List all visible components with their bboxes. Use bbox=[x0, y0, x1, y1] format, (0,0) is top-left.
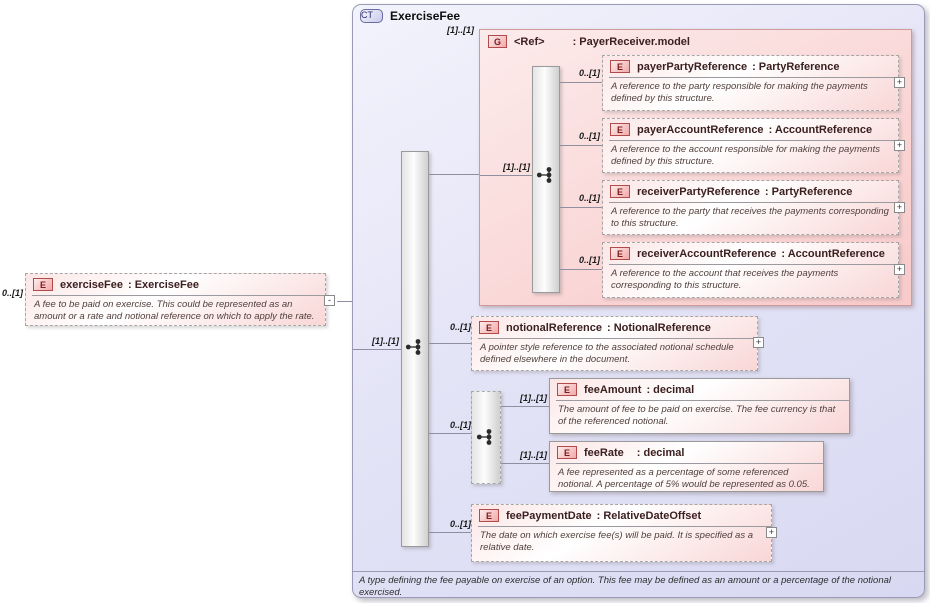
complex-type-badge-icon: CT bbox=[360, 9, 383, 23]
complex-type-annotation: A type defining the fee payable on exercise of an option. This fee may be defined as an amount or a percentage of the notional exercised. bbox=[359, 575, 892, 598]
element-title-row bbox=[603, 181, 898, 198]
complex-type-exercisefee[interactable] bbox=[352, 4, 925, 598]
expand-button[interactable]: + bbox=[894, 140, 905, 151]
element-badge-icon: E bbox=[610, 247, 630, 260]
element-annotation: A fee to be paid on exercise. This could be represented as an amount or a rate and notional reference on which to apply the rate. bbox=[34, 299, 315, 323]
sequence-icon bbox=[404, 338, 426, 356]
connector-line bbox=[429, 343, 471, 344]
element-feeamount[interactable] bbox=[549, 378, 850, 434]
cardinality-label: 0..[1] bbox=[578, 68, 600, 78]
connector-line bbox=[501, 406, 549, 407]
element-type: : RelativeDateOffset bbox=[596, 509, 702, 522]
expand-button[interactable]: + bbox=[894, 264, 905, 275]
connector-line bbox=[560, 145, 602, 146]
cardinality-label: 0..[1] bbox=[449, 322, 471, 332]
cardinality-label: 0..[1] bbox=[449, 519, 471, 529]
element-feerate[interactable] bbox=[549, 441, 824, 492]
expand-button[interactable]: + bbox=[894, 202, 905, 213]
cardinality-label: [1]..[1] bbox=[520, 450, 547, 460]
cardinality-label: 0..[1] bbox=[578, 193, 600, 203]
element-type: : AccountReference bbox=[781, 247, 885, 260]
element-name: receiverAccountReference bbox=[637, 247, 777, 260]
expand-button[interactable]: + bbox=[766, 527, 777, 538]
element-badge-icon: E bbox=[610, 123, 630, 136]
cardinality-label: 0..[1] bbox=[578, 255, 600, 265]
element-title-row bbox=[472, 505, 771, 522]
element-annotation: A reference to the account that receives the payments corresponding to this structure. bbox=[611, 268, 839, 292]
element-name: feePaymentDate bbox=[506, 509, 592, 522]
element-annotation: A reference to the party that receives the payments corresponding to this structure. bbox=[611, 206, 889, 230]
element-title-row bbox=[550, 379, 849, 396]
element-exercisefee[interactable] bbox=[25, 273, 326, 326]
element-title-row bbox=[603, 243, 898, 260]
cardinality-label: [1]..[1] bbox=[520, 393, 547, 403]
group-badge-icon: G bbox=[488, 35, 507, 48]
footer-separator bbox=[353, 571, 924, 572]
group-name: <Ref> bbox=[514, 35, 545, 48]
element-annotation: The date on which exercise fee(s) will be paid. It is specified as a relative date. bbox=[480, 530, 753, 554]
element-badge-icon: E bbox=[610, 185, 630, 198]
element-badge-icon: E bbox=[479, 321, 499, 334]
group-title-row bbox=[480, 30, 911, 48]
element-type: : PartyReference bbox=[764, 185, 853, 198]
element-name: feeAmount bbox=[584, 383, 642, 396]
element-payerpartyreference[interactable] bbox=[602, 55, 899, 111]
element-badge-icon: E bbox=[33, 278, 53, 291]
choice-cardinality-label: 0..[1] bbox=[449, 420, 471, 430]
element-title-row bbox=[26, 274, 325, 291]
element-name: feeRate bbox=[584, 446, 624, 459]
element-payeraccountreference[interactable] bbox=[602, 118, 899, 173]
element-badge-icon: E bbox=[557, 383, 577, 396]
sequence-icon bbox=[535, 166, 557, 184]
element-name: exerciseFee bbox=[60, 278, 123, 291]
element-name: payerPartyReference bbox=[637, 60, 748, 73]
element-name: payerAccountReference bbox=[637, 123, 764, 136]
expand-button[interactable]: + bbox=[753, 337, 764, 348]
element-annotation: A fee represented as a percentage of some referenced notional. A percentage of 5% would be represented as 0.05. bbox=[558, 467, 810, 491]
element-annotation: A pointer style reference to the associated notional schedule defined elsewhere in the document. bbox=[480, 342, 734, 366]
group-cardinality-label: [1]..[1] bbox=[447, 25, 474, 35]
complex-type-title: ExerciseFee bbox=[390, 9, 461, 23]
connector-line bbox=[337, 301, 353, 302]
connector-line bbox=[501, 463, 549, 464]
connector-line bbox=[560, 207, 602, 208]
connector-line bbox=[429, 433, 471, 434]
sequence-cardinality-label: [1]..[1] bbox=[372, 336, 399, 346]
element-receiverpartyreference[interactable] bbox=[602, 180, 899, 235]
group-payerreceiver-model[interactable] bbox=[479, 29, 912, 306]
connector-line bbox=[560, 82, 602, 83]
element-badge-icon: E bbox=[479, 509, 499, 522]
group-sequence-cardinality-label: [1]..[1] bbox=[503, 162, 530, 172]
element-title-row bbox=[603, 56, 898, 73]
element-title-row bbox=[550, 442, 823, 459]
element-type: : AccountReference bbox=[768, 123, 873, 136]
element-badge-icon: E bbox=[557, 446, 577, 459]
root-cardinality-label: 0..[1] bbox=[2, 288, 24, 298]
element-type: : decimal bbox=[636, 446, 685, 459]
cardinality-label: 0..[1] bbox=[578, 131, 600, 141]
expand-button[interactable]: + bbox=[894, 77, 905, 88]
element-feepaymentdate[interactable] bbox=[471, 504, 772, 562]
connector-line bbox=[480, 175, 532, 176]
connector-line bbox=[353, 349, 401, 350]
element-title-row bbox=[603, 119, 898, 136]
element-name: receiverPartyReference bbox=[637, 185, 760, 198]
group-type: : PayerReceiver.model bbox=[572, 35, 690, 48]
element-type: : ExerciseFee bbox=[128, 278, 199, 291]
element-badge-icon: E bbox=[610, 60, 630, 73]
connector-line bbox=[429, 174, 479, 175]
element-receiveraccountreference[interactable] bbox=[602, 242, 899, 298]
connector-line bbox=[429, 532, 471, 533]
connector-line bbox=[560, 269, 602, 270]
element-type: : PartyReference bbox=[752, 60, 840, 73]
element-type: : decimal bbox=[646, 383, 695, 396]
element-name: notionalReference bbox=[506, 321, 602, 334]
element-annotation: The amount of fee to be paid on exercise. The fee currency is that of the referenced notional. bbox=[558, 404, 836, 428]
element-type: : NotionalReference bbox=[606, 321, 711, 334]
element-annotation: A reference to the party responsible for making the payments defined by this structure. bbox=[611, 81, 868, 105]
collapse-button[interactable]: - bbox=[324, 295, 335, 306]
element-notionalreference[interactable] bbox=[471, 316, 758, 371]
choice-icon bbox=[475, 428, 497, 446]
element-title-row bbox=[472, 317, 757, 334]
element-annotation: A reference to the account responsible for making the payments defined by this structure. bbox=[611, 144, 880, 168]
